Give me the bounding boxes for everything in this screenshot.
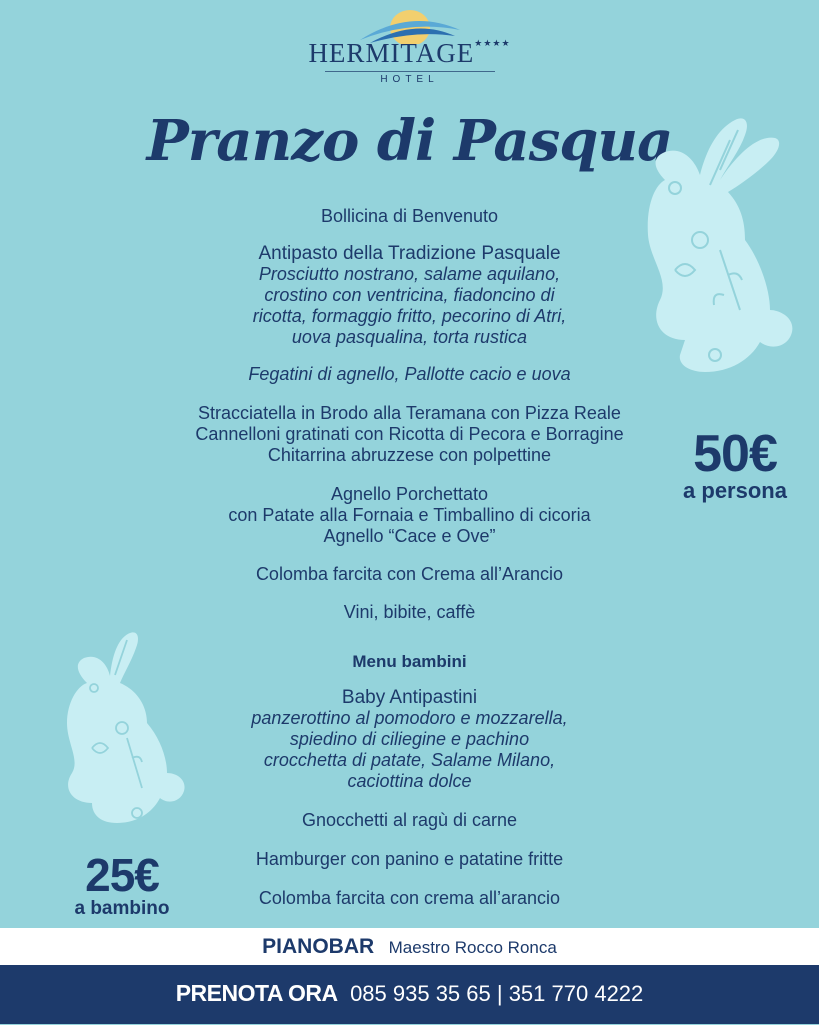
kids-antipasti-line: panzerottino al pomodoro e mozzarella, bbox=[251, 708, 568, 728]
adult-price-amount: 50€ bbox=[693, 425, 777, 483]
kids-dessert: Colomba farcita con crema all’arancio bbox=[258, 888, 561, 908]
kids-price-amount: 25€ bbox=[85, 849, 159, 901]
primi-line: Cannelloni gratinati con Ricotta di Pecora e Borragine bbox=[195, 424, 624, 444]
kids-gnocchetti: Gnocchetti al ragù di carne bbox=[301, 810, 518, 830]
kids-hamburger: Hamburger con panino e patatine fritte bbox=[255, 849, 564, 869]
kids-antipasti-line: spiedino di ciliegine e pachino bbox=[289, 729, 530, 749]
primi-line: Chitarrina abruzzese con polpettine bbox=[267, 445, 552, 465]
antipasto-line: crostino con ventricina, fiadoncino di bbox=[264, 285, 555, 305]
booking-phones[interactable]: 085 935 35 65 | 351 770 4222 bbox=[350, 981, 644, 1006]
adult-price bbox=[660, 425, 810, 503]
kids-menu-title: Menu bambini bbox=[352, 652, 467, 671]
main-menu bbox=[0, 206, 819, 623]
menu-welcome: Bollicina di Benvenuto bbox=[320, 206, 499, 226]
pianobar-label: PIANOBAR bbox=[262, 935, 375, 958]
booking-footer bbox=[0, 965, 819, 1024]
booking-cta: PRENOTA ORA bbox=[175, 980, 338, 1006]
pianobar-artist: Maestro Rocco Ronca bbox=[388, 938, 557, 957]
secondi-line: Agnello “Cace e Ove” bbox=[323, 526, 496, 546]
hotel-logo bbox=[0, 6, 819, 85]
logo-subtitle: HOTEL bbox=[380, 74, 439, 85]
kids-price bbox=[52, 849, 192, 920]
kids-antipasti-title: Baby Antipastini bbox=[341, 687, 478, 708]
antipasto-title: Antipasto della Tradizione Pasquale bbox=[258, 243, 561, 264]
menu-dessert: Colomba farcita con Crema all’Arancio bbox=[255, 564, 564, 584]
adult-price-label: a persona bbox=[683, 478, 787, 503]
menu-fegatini: Fegatini di agnello, Pallotte cacio e uova bbox=[248, 364, 571, 384]
kids-antipasti-line: caciottina dolce bbox=[347, 771, 472, 791]
logo-stars: ★★★★ bbox=[474, 38, 511, 48]
logo-divider bbox=[325, 71, 495, 72]
page-title: Pranzo di Pasqua bbox=[146, 108, 673, 174]
antipasto-line: uova pasqualina, torta rustica bbox=[291, 327, 528, 347]
menu-drinks: Vini, bibite, caffè bbox=[343, 602, 476, 622]
secondi-line: Agnello Porchettato bbox=[330, 484, 489, 504]
antipasto-line: Prosciutto nostrano, salame aquilano, bbox=[258, 264, 561, 284]
primi-line: Stracciatella in Brodo alla Teramana con Pizza Reale bbox=[198, 403, 621, 423]
pianobar-band bbox=[0, 928, 819, 965]
antipasto-line: ricotta, formaggio fritto, pecorino di Atri, bbox=[252, 306, 567, 326]
secondi-line: con Patate alla Fornaia e Timballino di cicoria bbox=[228, 505, 591, 525]
kids-price-label: a bambino bbox=[74, 898, 170, 919]
logo-name: HERMITAGE★★★★ bbox=[308, 38, 511, 68]
kids-antipasti-line: crocchetta di patate, Salame Milano, bbox=[263, 750, 556, 770]
